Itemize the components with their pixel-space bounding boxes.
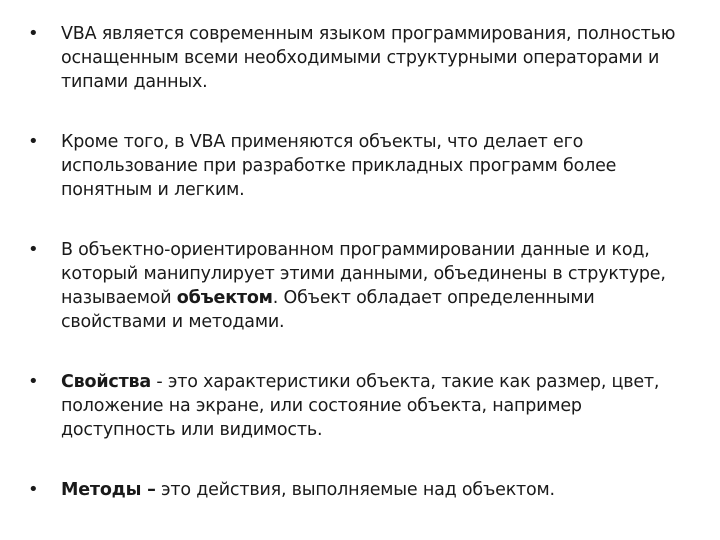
bullet-text-before: В объектно-ориентированном программировании данные и код, который манипулирует этими данными, объединены в структуре, называемой bbox=[61, 240, 666, 308]
bullet-icon: • bbox=[28, 23, 39, 44]
bullet-text-after: . Объект обладает определенными свойствами и методами. bbox=[61, 288, 595, 332]
bullet-icon: • bbox=[28, 479, 39, 500]
bullet-text-after: - это характеристики объекта, такие как размер, цвет, положение на экране, или состояние объекта, например доступность или видимость. bbox=[61, 372, 660, 440]
bullet-item-methods bbox=[28, 478, 698, 502]
bullet-text-after: это действия, выполняемые над объектом. bbox=[155, 480, 555, 500]
bullet-item-oop-definition bbox=[28, 238, 698, 334]
bullet-icon: • bbox=[28, 239, 39, 260]
bold-term-object: объектом bbox=[176, 288, 273, 308]
bullet-item-objects bbox=[28, 130, 698, 202]
bullet-text: VBA является современным языком программирования, полностью оснащенным всеми необходимыми структурными операторами и типами данных. bbox=[61, 24, 676, 92]
bold-term-properties: Свойства bbox=[61, 372, 152, 392]
bullet-text: Кроме того, в VBA применяются объекты, что делает его использование при разработке прикладных программ более понятным и легким. bbox=[61, 132, 617, 200]
bold-term-methods: Методы – bbox=[61, 480, 156, 500]
bullet-item-properties bbox=[28, 370, 698, 442]
bullet-icon: • bbox=[28, 371, 39, 392]
bullet-item-vba-language bbox=[28, 22, 698, 94]
bullet-list bbox=[28, 22, 698, 502]
bullet-icon: • bbox=[28, 131, 39, 152]
